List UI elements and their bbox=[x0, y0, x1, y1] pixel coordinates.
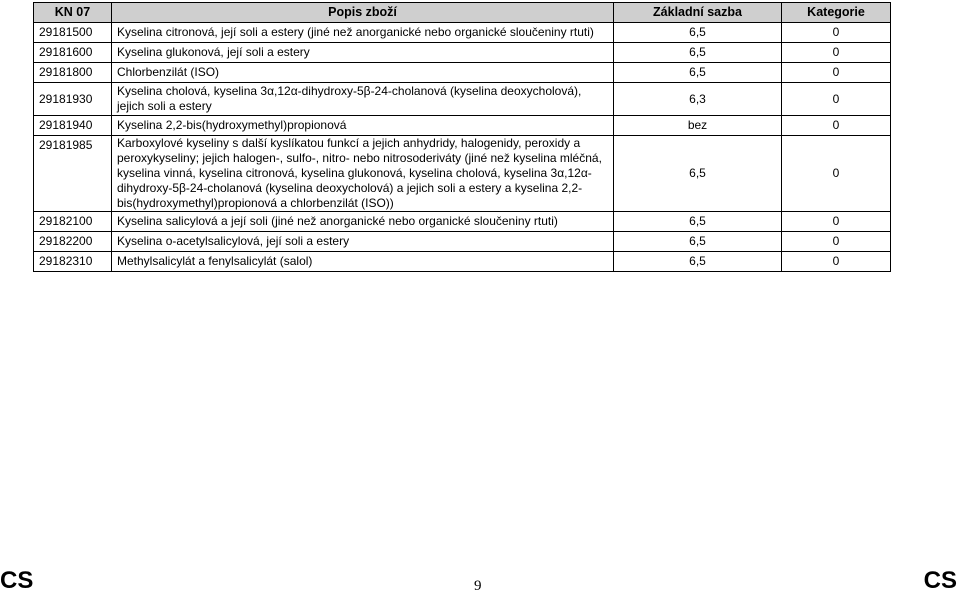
goods-description: Kyselina 2,2-bis(hydroxymethyl)propionová bbox=[112, 116, 614, 136]
category: 0 bbox=[782, 116, 891, 136]
footer-language-mark-right: CS bbox=[923, 567, 957, 594]
kn-code: 29181600 bbox=[34, 43, 112, 63]
kn-code: 29181800 bbox=[34, 63, 112, 83]
table-row bbox=[34, 43, 891, 63]
goods-description: Kyselina cholová, kyselina 3α,12α-dihydroxy-5β-24-cholanová (kyselina deoxycholová), jejich soli a estery bbox=[112, 83, 614, 116]
category: 0 bbox=[782, 212, 891, 232]
base-rate: 6,5 bbox=[614, 212, 782, 232]
table-row bbox=[34, 232, 891, 252]
page-number: 9 bbox=[474, 578, 482, 594]
kn-code: 29182200 bbox=[34, 232, 112, 252]
header-base-rate: Základní sazba bbox=[614, 3, 782, 23]
tariff-table bbox=[33, 2, 891, 272]
category: 0 bbox=[782, 23, 891, 43]
kn-code: 29181940 bbox=[34, 116, 112, 136]
table-row bbox=[34, 136, 891, 212]
category: 0 bbox=[782, 252, 891, 272]
goods-description: Karboxylové kyseliny s další kyslíkatou funkcí a jejich anhydridy, halogenidy, peroxidy a peroxykyseliny; jejich halogen-, sulfo-, nitro- nebo nitrosoderiváty (jiné než kyselina mléčná, kyselina vinná, kyselina citronová, kyselina glukonová, kyselina cholová, kyselina 3α,12α-dihydroxy-5β-24-cholanová (kyselina deoxycholová) a jejich soli a estery a kyselina 2,2-bis(hydroxymethyl)propionová a chlorbenzilát (ISO)) bbox=[112, 136, 614, 212]
category: 0 bbox=[782, 232, 891, 252]
footer-language-mark-left: CS bbox=[0, 567, 34, 594]
base-rate: 6,5 bbox=[614, 63, 782, 83]
kn-code: 29181500 bbox=[34, 23, 112, 43]
table-row bbox=[34, 63, 891, 83]
base-rate: 6,5 bbox=[614, 232, 782, 252]
category: 0 bbox=[782, 43, 891, 63]
goods-description: Kyselina o-acetylsalicylová, její soli a estery bbox=[112, 232, 614, 252]
goods-description: Kyselina citronová, její soli a estery (jiné než anorganické nebo organické sloučeniny rtuti) bbox=[112, 23, 614, 43]
base-rate: bez bbox=[614, 116, 782, 136]
kn-code: 29181930 bbox=[34, 83, 112, 116]
table-header-row bbox=[34, 3, 891, 23]
base-rate: 6,5 bbox=[614, 252, 782, 272]
goods-description: Kyselina glukonová, její soli a estery bbox=[112, 43, 614, 63]
base-rate: 6,5 bbox=[614, 43, 782, 63]
category: 0 bbox=[782, 63, 891, 83]
base-rate: 6,5 bbox=[614, 23, 782, 43]
header-kn: KN 07 bbox=[34, 3, 112, 23]
base-rate: 6,5 bbox=[614, 136, 782, 212]
goods-description: Methylsalicylát a fenylsalicylát (salol) bbox=[112, 252, 614, 272]
table-row bbox=[34, 116, 891, 136]
category: 0 bbox=[782, 83, 891, 116]
table-row bbox=[34, 212, 891, 232]
kn-code: 29181985 bbox=[34, 136, 112, 212]
table-row bbox=[34, 23, 891, 43]
category: 0 bbox=[782, 136, 891, 212]
kn-code: 29182310 bbox=[34, 252, 112, 272]
kn-code: 29182100 bbox=[34, 212, 112, 232]
header-description: Popis zboží bbox=[112, 3, 614, 23]
goods-description: Kyselina salicylová a její soli (jiné než anorganické nebo organické sloučeniny rtuti) bbox=[112, 212, 614, 232]
table-row bbox=[34, 252, 891, 272]
table-row bbox=[34, 83, 891, 116]
header-category: Kategorie bbox=[782, 3, 891, 23]
base-rate: 6,3 bbox=[614, 83, 782, 116]
goods-description: Chlorbenzilát (ISO) bbox=[112, 63, 614, 83]
